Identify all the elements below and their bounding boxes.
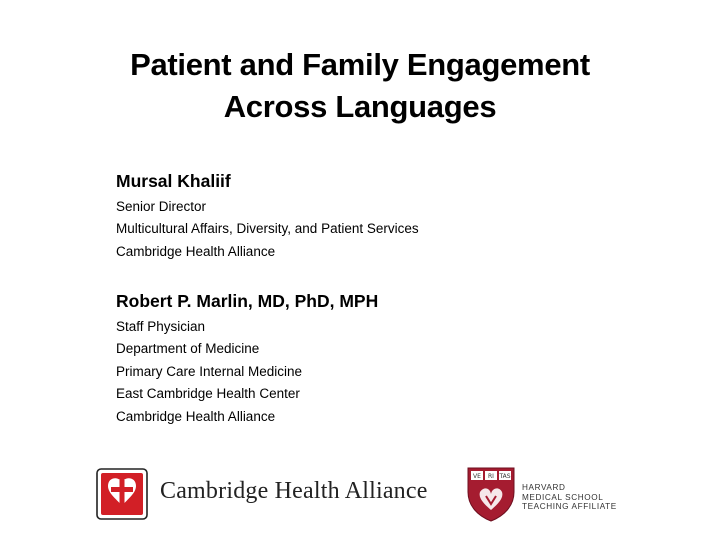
- presenter-1-title: Senior Director: [116, 199, 207, 214]
- shield-book-2: RI: [488, 473, 494, 480]
- cha-cross-heart-icon: [96, 468, 148, 520]
- hms-wordmark: [522, 483, 617, 512]
- cha-wordmark: Cambridge Health Alliance: [160, 478, 428, 504]
- shield-book-1: VE: [473, 473, 481, 480]
- presenter-2: [116, 288, 378, 428]
- presenter-2-department: Department of Medicine: [116, 341, 260, 357]
- presenter-1-name: Mursal Khaliif: [116, 171, 231, 191]
- slide-title: [0, 44, 720, 128]
- presenter-2-division: Primary Care Internal Medicine: [116, 363, 303, 379]
- title-line-2: Across Languages: [223, 89, 497, 124]
- shield-book-3: TAS: [499, 473, 511, 480]
- presenter-2-name: Robert P. Marlin, MD, PhD, MPH: [116, 291, 379, 311]
- hms-line-2: MEDICAL SCHOOL: [522, 492, 604, 502]
- title-line-1: Patient and Family Engagement: [130, 47, 590, 82]
- presenter-2-title: Staff Physician: [116, 319, 206, 334]
- hms-line-1: HARVARD: [522, 483, 566, 492]
- presenter-1-department: Multicultural Affairs, Diversity, and Patient Services: [116, 221, 419, 237]
- presenter-2-center: East Cambridge Health Center: [116, 386, 300, 402]
- presenter-1-organization: Cambridge Health Alliance: [116, 243, 276, 259]
- harvard-shield-icon: [466, 466, 516, 522]
- presenter-2-organization: Cambridge Health Alliance: [116, 408, 276, 424]
- hms-line-3: TEACHING AFFILIATE: [522, 502, 617, 511]
- presenter-1: [116, 168, 419, 263]
